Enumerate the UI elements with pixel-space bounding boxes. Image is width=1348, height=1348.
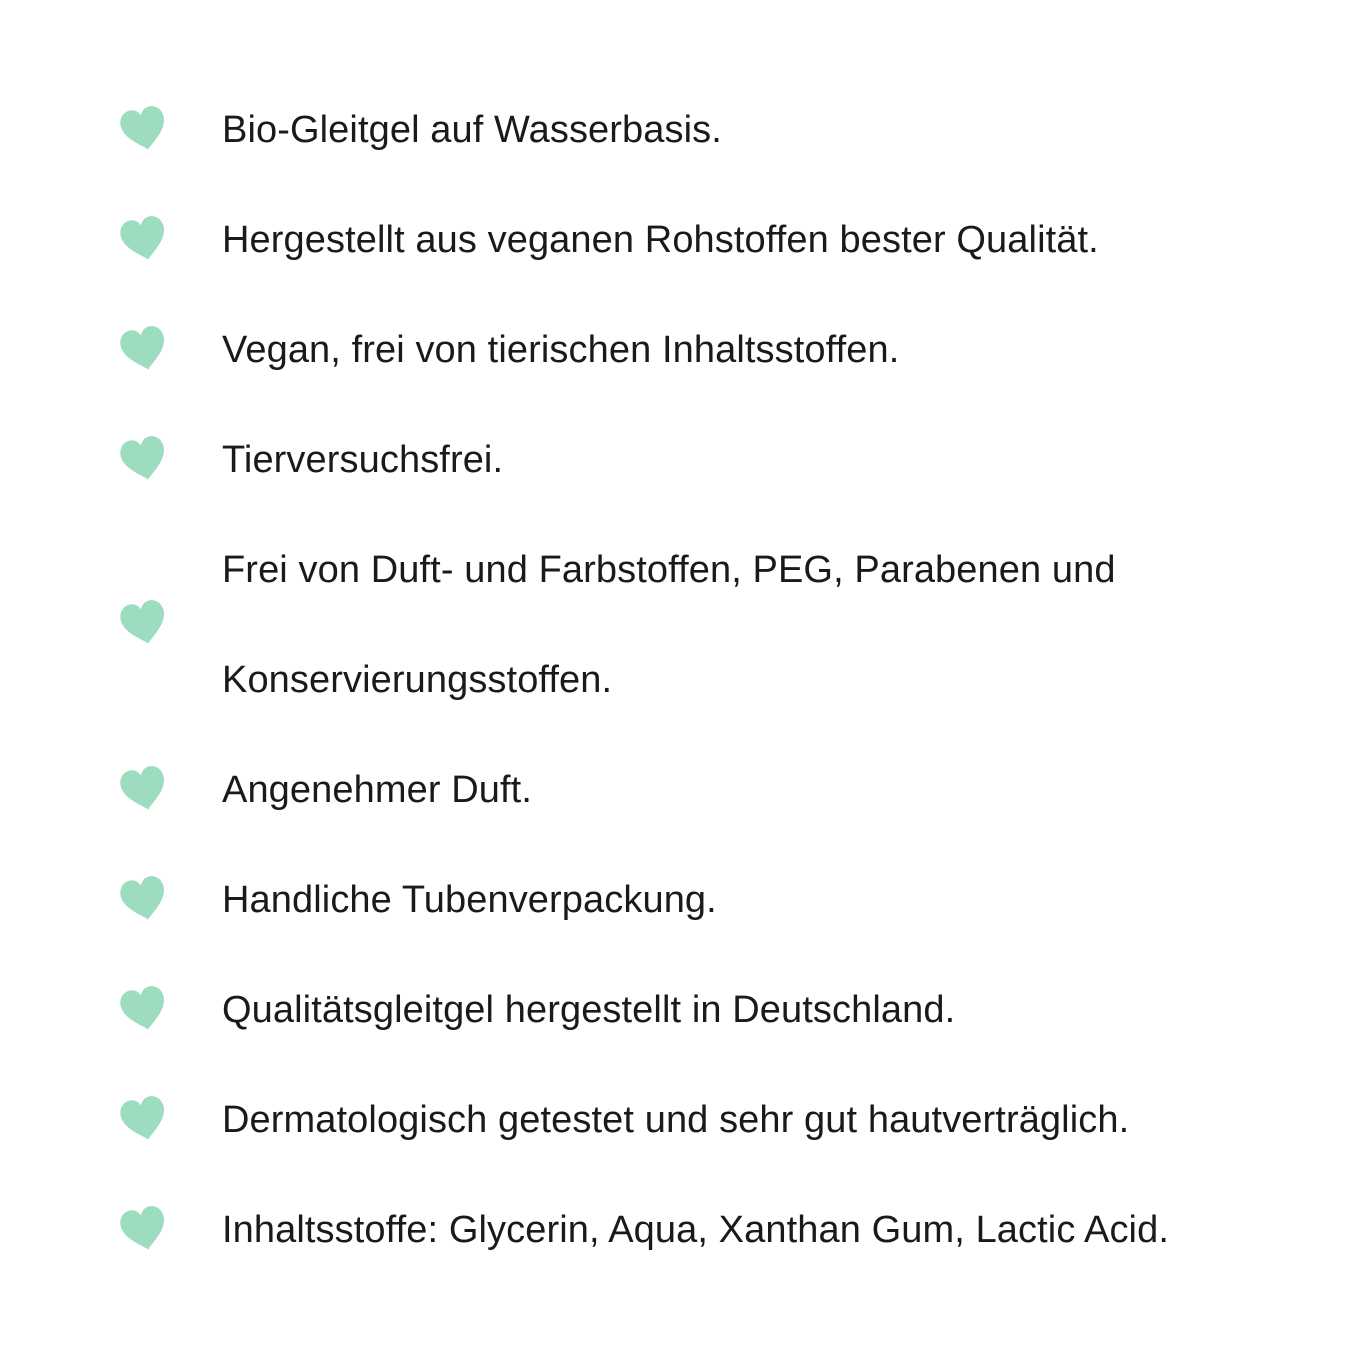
feature-text	[222, 735, 1322, 845]
list-item	[0, 515, 1348, 735]
feature-line: Bio-Gleitgel auf Wasserbasis.	[222, 109, 722, 151]
feature-text	[222, 955, 1322, 1065]
feature-line: Qualitätsgleitgel hergestellt in Deutschland.	[222, 989, 956, 1031]
feature-text	[222, 845, 1322, 955]
list-item	[0, 295, 1348, 405]
feature-text	[222, 295, 1322, 405]
heart-icon	[118, 105, 170, 155]
feature-line: Dermatologisch getestet und sehr gut hautverträglich.	[222, 1099, 1130, 1141]
heart-icon	[118, 599, 170, 649]
feature-line: Hergestellt aus veganen Rohstoffen bester Qualität.	[222, 219, 1099, 261]
heart-icon	[118, 215, 170, 265]
feature-line: Frei von Duft- und Farbstoffen, PEG, Parabenen und	[222, 549, 1116, 591]
list-item	[0, 75, 1348, 185]
list-item	[0, 1065, 1348, 1175]
heart-icon	[118, 985, 170, 1035]
heart-icon	[118, 435, 170, 485]
heart-icon	[118, 875, 170, 925]
feature-line: Inhaltsstoffe: Glycerin, Aqua, Xanthan Gum, Lactic Acid.	[222, 1209, 1169, 1251]
heart-icon	[118, 765, 170, 815]
feature-text	[222, 405, 1322, 515]
list-item	[0, 955, 1348, 1065]
list-item	[0, 1175, 1348, 1285]
list-item	[0, 845, 1348, 955]
feature-text	[222, 75, 1322, 185]
list-item	[0, 185, 1348, 295]
feature-line: Handliche Tubenverpackung.	[222, 879, 717, 921]
feature-text	[222, 515, 1322, 735]
feature-line: Tierversuchsfrei.	[222, 439, 504, 481]
feature-text	[222, 185, 1322, 295]
heart-icon	[118, 325, 170, 375]
feature-text	[222, 1065, 1322, 1175]
list-item	[0, 735, 1348, 845]
heart-icon	[118, 1095, 170, 1145]
feature-line: Angenehmer Duft.	[222, 769, 532, 811]
feature-line: Konservierungsstoffen.	[222, 659, 613, 701]
list-item	[0, 405, 1348, 515]
heart-icon	[118, 1205, 170, 1255]
feature-text	[222, 1175, 1322, 1285]
feature-line: Vegan, frei von tierischen Inhaltsstoffen.	[222, 329, 900, 371]
